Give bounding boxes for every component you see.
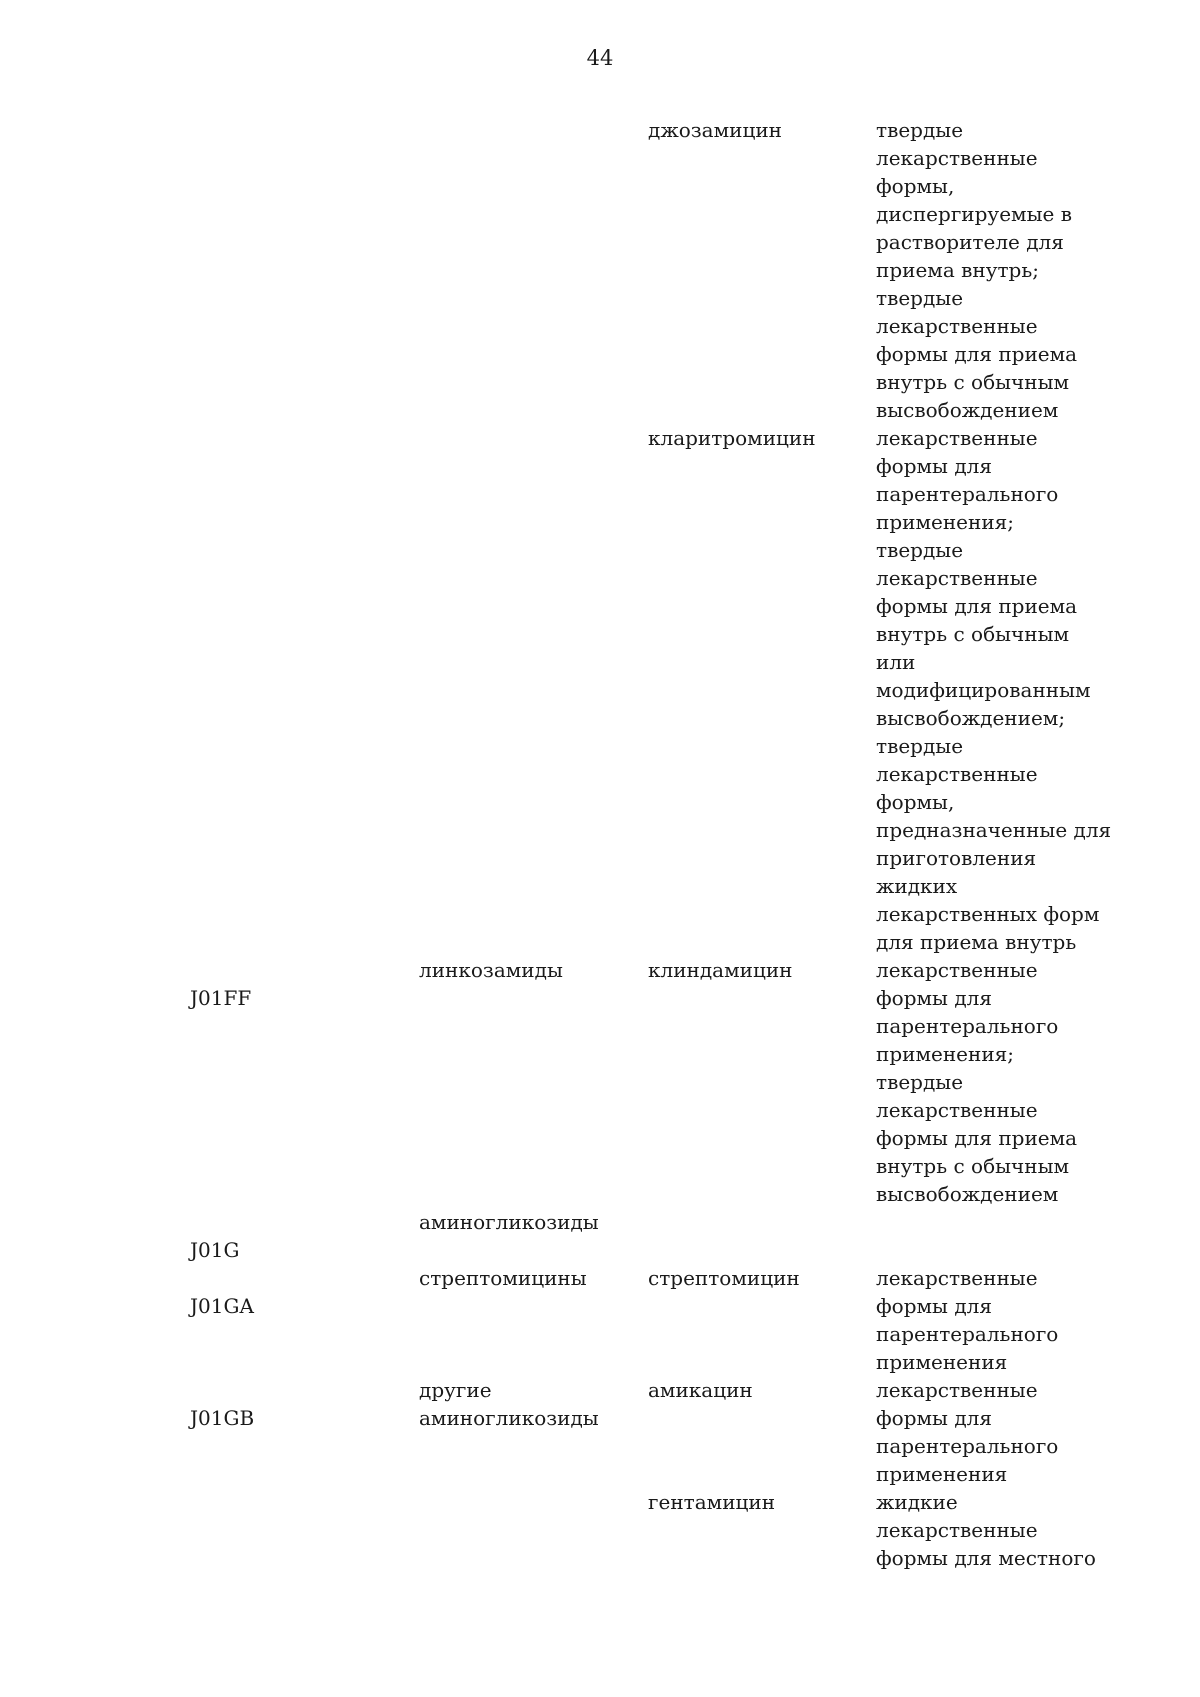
drug-name-clindamycin: клиндамицин [648, 958, 793, 982]
drug-name-streptomycin: стрептомицин [648, 1266, 800, 1290]
atc-code-j01gb: J01GB [190, 1406, 255, 1430]
dosage-forms-josamycin: твердые лекарственные формы, диспергируемые в растворителе для приема внутрь; твердые лекарственные формы для приема внутрь с обычным высвобождением [876, 118, 1078, 422]
group-name-other-aminoglycosides: другие аминогликозиды [419, 1378, 599, 1430]
group-name-aminoglycosides: аминогликозиды [419, 1210, 599, 1234]
atc-code-j01ff: J01FF [190, 986, 252, 1010]
dosage-forms-gentamicin: жидкие лекарственные формы для местного [876, 1490, 1096, 1570]
dosage-forms-clindamycin: лекарственные формы для парентерального применения; твердые лекарственные формы для приема внутрь с обычным высвобождением [876, 958, 1078, 1206]
drug-name-clarithromycin: кларитромицин [648, 426, 816, 450]
dosage-forms-streptomycin: лекарственные формы для парентерального применения [876, 1266, 1059, 1374]
drug-name-josamycin: джозамицин [648, 118, 782, 142]
dosage-forms-amikacin: лекарственные формы для парентерального применения [876, 1378, 1059, 1486]
atc-code-j01ga: J01GA [190, 1294, 254, 1318]
page-number: 44 [586, 46, 614, 70]
drug-name-gentamicin: гентамицин [648, 1490, 776, 1514]
dosage-forms-clarithromycin: лекарственные формы для парентерального применения; твердые лекарственные формы для приема внутрь с обычным или модифицированным высвобождением; твердые лекарственные формы, предназначенные для приготовления жидких лекарственных форм для приема внутрь [876, 426, 1112, 954]
atc-code-j01g: J01G [190, 1238, 240, 1262]
drug-name-amikacin: амикацин [648, 1378, 753, 1402]
group-name-lincosamides: линкозамиды [419, 958, 563, 982]
group-name-streptomycins: стрептомицины [419, 1266, 587, 1290]
